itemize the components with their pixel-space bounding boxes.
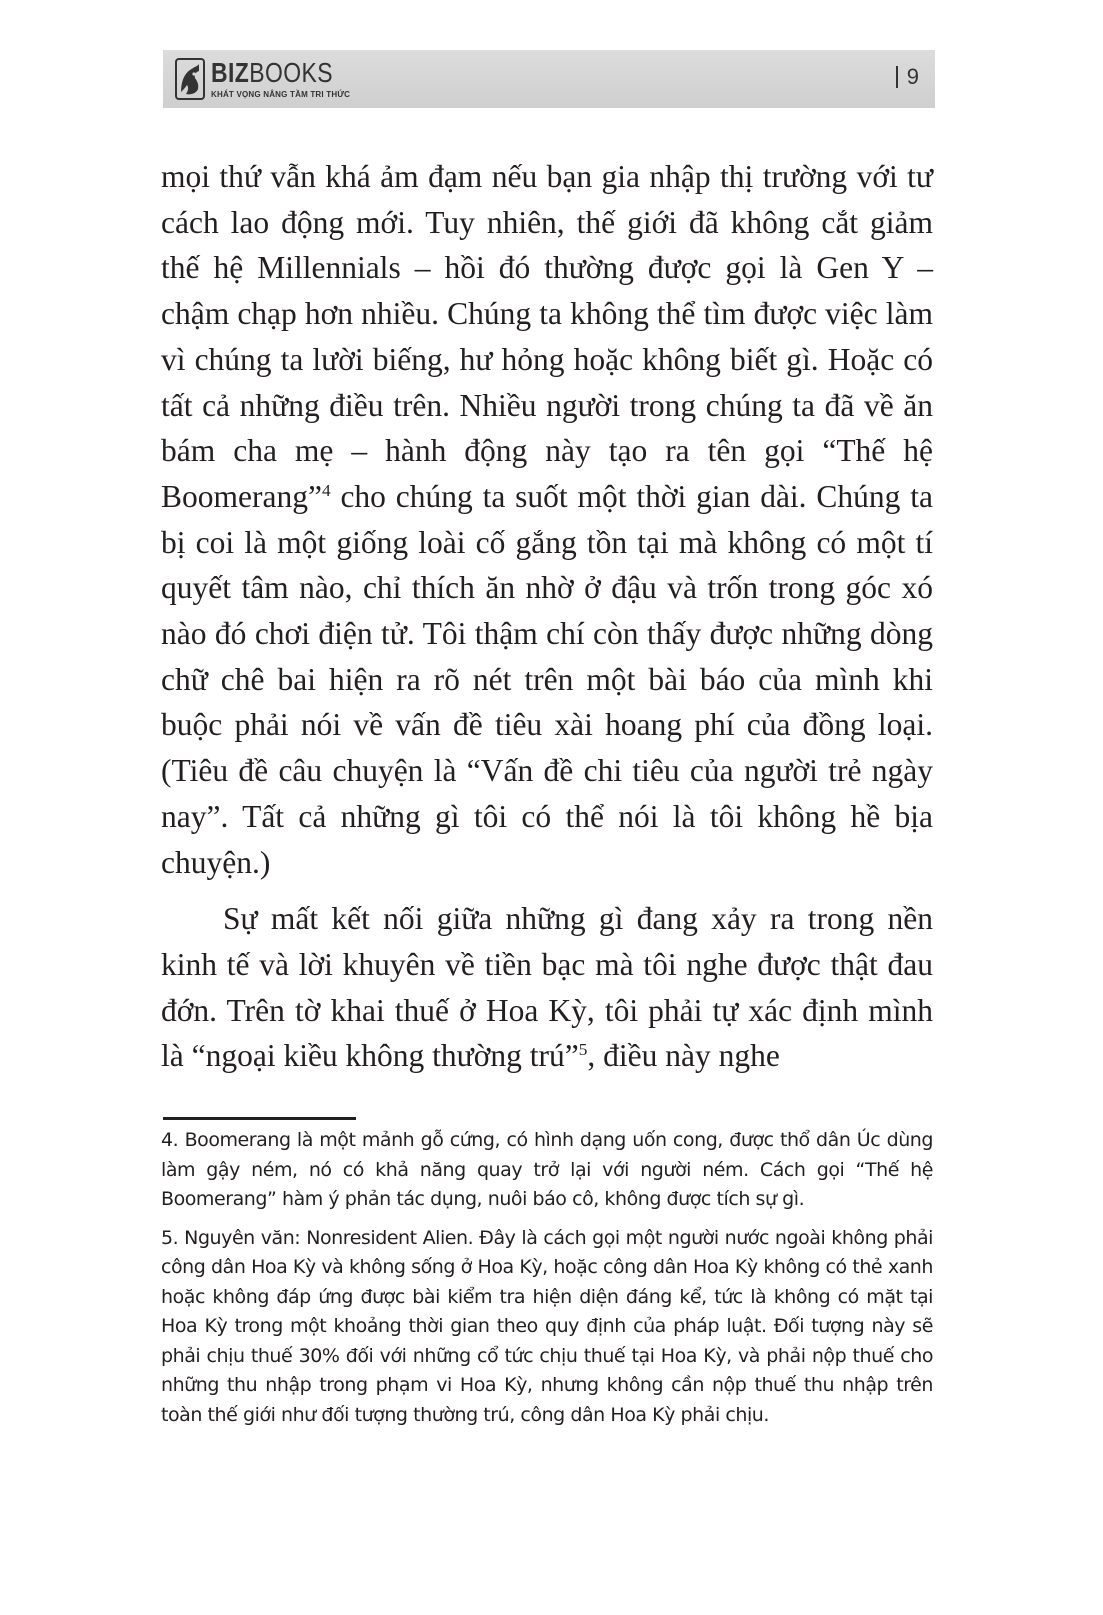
footnotes: [161, 1126, 933, 1430]
body-text: [161, 154, 933, 1079]
footnote-divider: [163, 1117, 356, 1120]
footnote-ref: 4: [321, 480, 331, 500]
page-number-value: 9: [906, 64, 919, 89]
body-paragraph: Sự mất kết nối giữa những gì đang xảy ra trong nền kinh tế và lời khuyên về tiền bạc mà tôi nghe được thật đau đớn. Trên tờ khai thuế ở Hoa Kỳ, tôi phải tự xác định mình là “ngoại kiều không thường trú”$^5$, điều này nghe: [161, 901, 933, 1074]
brand-tagline: KHÁT VỌNG NÂNG TẦM TRI THỨC: [211, 90, 351, 99]
footnote: 5. Nguyên văn: Nonresident Alien. Đây là cách gọi một người nước ngoài không phải công dân Hoa Kỳ và không sống ở Hoa Kỳ, hoặc công dân Hoa Kỳ không có thẻ xanh hoặc không đáp ứng được bài kiểm tra hiện diện đáng kể, tức là không có mặt tại Hoa Kỳ trong một khoảng thời gian theo quy định của pháp luật. Đối tượng này sẽ phải chịu thuế 30% đối với những cổ tức chịu thuế tại Hoa Kỳ, và phải nộp thuế cho những thu nhập trong phạm vi Hoa Kỳ, nhưng không cần nộp thuế thu nhập trên toàn thế giới như đối tượng thường trú, công dân Hoa Kỳ phải chịu.: [161, 1226, 933, 1426]
brand-name: [211, 59, 333, 87]
page-header: [163, 50, 935, 108]
bizbooks-emblem-icon: [175, 58, 205, 100]
body-paragraph: mọi thứ vẫn khá ảm đạm nếu bạn gia nhập thị trường với tư cách lao động mới. Tuy nhiên, thế giới đã không cắt giảm thế hệ Millennials – hồi đó thường được gọi là Gen Y – chậm chạp hơn nhiều. Chúng ta không thể tìm được việc làm vì chúng ta lười biếng, hư hỏng hoặc không biết gì. Hoặc có tất cả những điều trên. Nhiều người trong chúng ta đã về ăn bám cha mẹ – hành động này tạo ra tên gọi “Thế hệ Boomerang”$^4$ cho chúng ta suốt một thời gian dài. Chúng ta bị coi là một giống loài cố gắng tồn tại mà không có một tí quyết tâm nào, chỉ thích ăn nhờ ở đậu và trốn trong góc xó nào đó chơi điện tử. Tôi thậm chí còn thấy được những dòng chữ chê bai hiện ra rõ nét trên một bài báo của mình khi buộc phải nói về vấn đề tiêu xài hoang phí của đồng loại. (Tiêu đề câu chuyện là “Vấn đề chi tiêu của người trẻ ngày nay”. Tất cả những gì tôi có thể nói là tôi không hề bịa chuyện.): [161, 159, 933, 880]
bizbooks-logo: [175, 55, 360, 103]
brand-name-light: BOOKS: [249, 57, 333, 88]
page-number-separator: [896, 66, 898, 88]
page-number: [896, 64, 919, 90]
footnote: 4. Boomerang là một mảnh gỗ cứng, có hình dạng uốn cong, được thổ dân Úc dùng làm gậy ném, nó có khả năng quay trở lại với người ném. Cách gọi “Thế hệ Boomerang” hàm ý phản tác dụng, nuôi báo cô, không được tích sự gì.: [161, 1129, 933, 1210]
brand-name-bold: BIZ: [211, 57, 250, 88]
footnote-ref: 5: [578, 1040, 588, 1060]
